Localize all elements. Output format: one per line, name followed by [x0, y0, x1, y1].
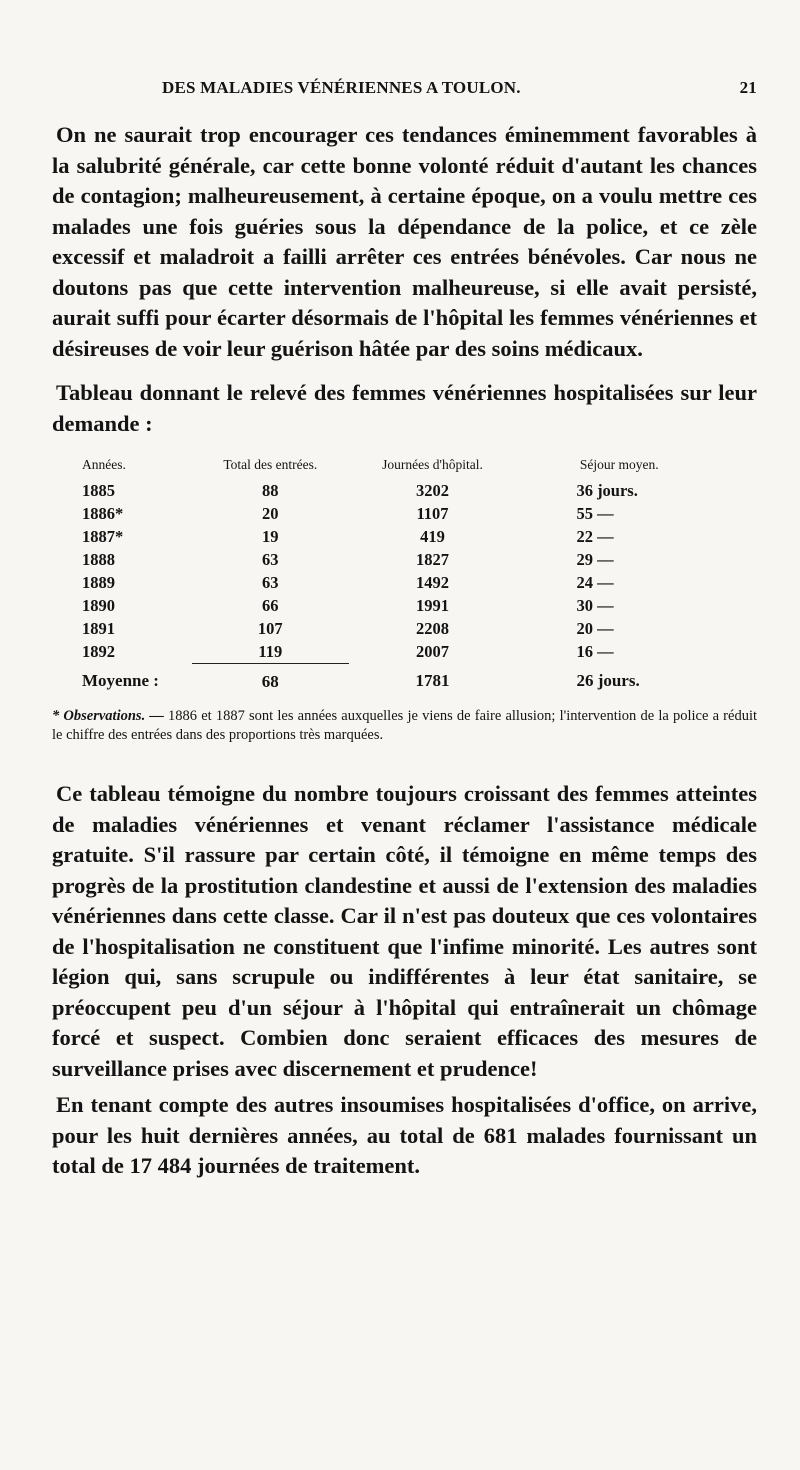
cell-stay: 36 jours.: [576, 480, 638, 500]
footnote-observations: [52, 707, 757, 745]
paragraph-totals: En tenant compte des autres insoumises hospitalisées d'office, on arrive, pour les huit dernières années, au total de 681 malades fournissant un total de 17 484 journées de traitement.: [52, 1092, 757, 1178]
footnote-text: 1886 et 1887 sont les années auxquelles je viens de faire allusion; l'intervention de la police a réduit le chiffre des entrées dans des proportions très marquées.: [52, 708, 757, 743]
cell-entries: 107: [257, 618, 283, 638]
table-header-row: [82, 457, 722, 479]
page-header: [52, 70, 757, 102]
table-row: [82, 525, 722, 548]
cell-entries: 19: [262, 526, 279, 546]
table-row: [82, 479, 722, 502]
book-page: [52, 70, 757, 1182]
column-header-entries: Total des entrées.: [223, 457, 318, 472]
cell-stay: 30 —: [576, 595, 614, 615]
cell-days: 1492: [416, 572, 449, 592]
cell-stay: 22 —: [576, 526, 614, 546]
admissions-table: [82, 457, 722, 693]
cell-year: 1886*: [82, 503, 124, 523]
cell-stay: 16 —: [576, 641, 614, 661]
cell-year: 1887*: [82, 526, 124, 546]
footnote-heading: * Observations. —: [52, 708, 164, 724]
table-row: [82, 617, 722, 640]
cell-year: 1885: [82, 480, 115, 500]
table-row: [82, 594, 722, 617]
cell-average-label: Moyenne :: [82, 671, 159, 691]
cell-entries: 119: [258, 641, 283, 661]
cell-entries: 63: [262, 572, 279, 592]
cell-year: 1888: [82, 549, 115, 569]
column-header-stay: Séjour moyen.: [579, 457, 659, 472]
cell-entries: 20: [262, 503, 279, 523]
cell-stay: 24 —: [576, 572, 614, 592]
column-header-years: Années.: [82, 457, 126, 472]
cell-days: 1107: [416, 503, 449, 523]
cell-year: 1891: [82, 618, 115, 638]
cell-days: 2007: [416, 641, 449, 661]
running-title: DES MALADIES VÉNÉRIENNES A TOULON.: [162, 78, 521, 97]
table-row: [82, 640, 722, 664]
cell-stay: 20 —: [576, 618, 614, 638]
column-header-days: Journées d'hôpital.: [382, 457, 483, 472]
cell-entries: 88: [262, 480, 279, 500]
cell-days: 419: [420, 526, 445, 546]
paragraph-commentary: Ce tableau témoigne du nombre toujours croissant des femmes atteintes de maladies vénériennes et venant réclamer l'assistance médicale gratuite. S'il rassure par certain côté, il témoigne en même temps des progrès de la prostitution clandestine et aussi de l'extension des maladies vénériennes dans cette classe. Car il n'est pas douteux que ces volontaires de l'hospitalisation ne constituent que l'infime minorité. Les autres sont légion qui, sans scrupule ou indifférentes à leur état sanitaire, se préoccupent peu d'un séjour à l'hôpital qui entraînerait un chômage forcé et suspect. Combien donc seraient efficaces des mesures de surveillance prises avec discernement et prudence!: [52, 781, 757, 1081]
cell-average-stay: 26 jours.: [576, 671, 640, 691]
cell-days: 1991: [416, 595, 449, 615]
table-row: [82, 502, 722, 525]
cell-entries: 63: [262, 549, 279, 569]
paragraph-table-caption: Tableau donnant le relevé des femmes vénériennes hospitalisées sur leur demande :: [52, 380, 757, 436]
cell-stay: 29 —: [576, 549, 614, 569]
cell-year: 1889: [82, 572, 115, 592]
paragraph-intro: On ne saurait trop encourager ces tendances éminemment favorables à la salubrité générale, car cette bonne volonté réduit d'autant les chances de contagion; malheureusement, à certaine époque, on a voulu mettre ces malades une fois guéries sous la dépendance de la police, et ce zèle excessif et maladroit a failli arrêter ces entrées bénévoles. Car nous ne doutons pas que cette intervention malheureuse, si elle avait persisté, aurait suffi pour écarter désormais de l'hôpital les femmes vénériennes et désireuses de voir leur guérison hâtée par des soins médicaux.: [52, 122, 757, 361]
table-row: [82, 571, 722, 594]
cell-days: 3202: [416, 480, 449, 500]
table-row: [82, 548, 722, 571]
table-average-row: [82, 664, 722, 694]
cell-days: 1827: [416, 549, 449, 569]
cell-stay: 55 —: [576, 503, 614, 523]
page-number: 21: [739, 78, 757, 97]
cell-average-entries: 68: [192, 664, 349, 694]
cell-average-days: 1781: [415, 671, 450, 691]
cell-year: 1890: [82, 595, 115, 615]
cell-year: 1892: [82, 641, 115, 661]
cell-days: 2208: [416, 618, 449, 638]
cell-entries: 66: [262, 595, 279, 615]
